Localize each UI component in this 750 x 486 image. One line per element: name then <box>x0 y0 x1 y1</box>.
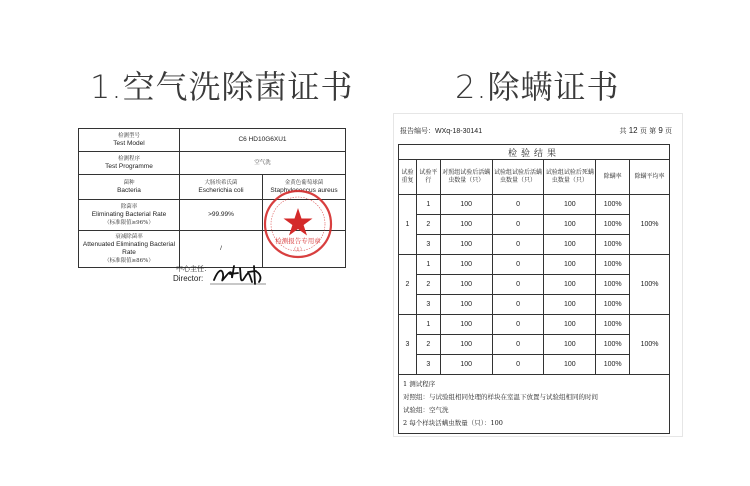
test-dead-cell: 100 <box>544 195 596 215</box>
stamp-label: 检测报告专用章 <box>275 237 321 245</box>
table-title: 检验结果 <box>399 145 670 160</box>
test-dead-cell: 100 <box>544 355 596 375</box>
label-std: （标准限值≥96%） <box>104 220 154 226</box>
air-wash-certificate <box>78 128 346 283</box>
control-live-cell: 100 <box>440 295 492 315</box>
page-current: 9 <box>658 126 663 135</box>
parallel-cell: 2 <box>416 215 440 235</box>
heading-air-wash-certificate: 1.空气洗除菌证书 <box>90 68 354 106</box>
column-header: 除螨平均率 <box>630 160 670 195</box>
test-dead-cell: 100 <box>544 315 596 335</box>
label-cn: 除菌率 <box>120 204 138 210</box>
note-line: 试验组：空气洗 <box>403 406 449 414</box>
removal-rate-cell: 100% <box>596 195 630 215</box>
test-live-cell: 0 <box>492 295 544 315</box>
removal-rate-cell: 100% <box>596 355 630 375</box>
test-dead-cell: 100 <box>544 335 596 355</box>
report-label: 报告编号： <box>400 127 435 135</box>
test-model-row <box>79 129 346 152</box>
control-live-cell: 100 <box>440 195 492 215</box>
note-line: 2 每个样块活螨虫数量（只）：100 <box>403 419 503 427</box>
table-row <box>399 275 670 295</box>
test-dead-cell: 100 <box>544 235 596 255</box>
eliminating-rate-1: >99.99% <box>180 200 263 231</box>
report-number <box>400 126 482 136</box>
test-live-cell: 0 <box>492 235 544 255</box>
table-header-row <box>399 160 670 195</box>
note-line: 对照组：与试验组相同处理的样块在室温下放置与试验组相同的时间 <box>403 393 598 401</box>
parallel-cell: 3 <box>416 235 440 255</box>
label-en: Attenuated Eliminating Bacterial Rate <box>82 241 176 256</box>
table-row <box>399 255 670 275</box>
test-dead-cell: 100 <box>544 275 596 295</box>
control-live-cell: 100 <box>440 235 492 255</box>
test-live-cell: 0 <box>492 315 544 335</box>
table-row <box>399 215 670 235</box>
control-live-cell: 100 <box>440 355 492 375</box>
table-row <box>399 195 670 215</box>
removal-rate-cell: 100% <box>596 295 630 315</box>
control-live-cell: 100 <box>440 215 492 235</box>
bacteria-2-en: Staphylococcus aureus <box>270 187 338 194</box>
test-model-value: C6 HD10G6XU1 <box>180 129 346 152</box>
parallel-cell: 3 <box>416 355 440 375</box>
label-cn: 检测程序 <box>117 156 140 162</box>
parallel-cell: 1 <box>416 315 440 335</box>
column-header: 试验组试验后活螨虫数量（只） <box>492 160 544 195</box>
removal-rate-cell: 100% <box>596 335 630 355</box>
column-header: 试验重复 <box>399 160 417 195</box>
test-programme-row <box>79 152 346 175</box>
parallel-cell: 3 <box>416 295 440 315</box>
table-row <box>399 335 670 355</box>
page-prefix: 共 <box>619 127 627 135</box>
repeat-cell: 1 <box>399 195 417 255</box>
column-header: 试验平行 <box>416 160 440 195</box>
control-live-cell: 100 <box>440 335 492 355</box>
repeat-cell: 2 <box>399 255 417 315</box>
page-total: 12 <box>628 126 638 135</box>
control-live-cell: 100 <box>440 315 492 335</box>
control-live-cell: 100 <box>440 275 492 295</box>
notes-cell <box>399 375 670 434</box>
bacteria-1-en: Escherichia coli <box>198 187 244 194</box>
removal-rate-cell: 100% <box>596 275 630 295</box>
label-en: Test Programme <box>105 163 153 170</box>
test-live-cell: 0 <box>492 335 544 355</box>
table-row <box>399 295 670 315</box>
column-header: 试验组试验后死螨虫数量（只） <box>544 160 596 195</box>
bacteria-2-cn: 金黄色葡萄球菌 <box>284 180 324 186</box>
page-mid: 页 第 <box>639 127 657 135</box>
director-label <box>173 264 211 283</box>
table-body <box>399 195 670 375</box>
test-live-cell: 0 <box>492 355 544 375</box>
repeat-cell: 3 <box>399 315 417 375</box>
parallel-cell: 2 <box>416 275 440 295</box>
column-header: 对照组试验后活螨虫数量（只） <box>440 160 492 195</box>
page-suffix: 页 <box>665 127 672 135</box>
removal-rate-cell: 100% <box>596 315 630 335</box>
label-cn: 衰减除菌率 <box>115 234 143 240</box>
label-std: （标准限值≥86%） <box>104 258 154 264</box>
note-line: 1 测试程序 <box>403 380 436 388</box>
test-live-cell: 0 <box>492 275 544 295</box>
label-en: Test Model <box>113 140 145 147</box>
results-table <box>398 144 670 434</box>
page-info <box>619 126 672 136</box>
director-cn: 中心主任： <box>176 265 211 273</box>
label-en: Bacteria <box>117 187 141 194</box>
table-row <box>399 355 670 375</box>
average-rate-cell: 100% <box>630 315 670 375</box>
removal-rate-cell: 100% <box>596 215 630 235</box>
official-stamp <box>262 188 334 260</box>
average-rate-cell: 100% <box>630 255 670 315</box>
test-dead-cell: 100 <box>544 255 596 275</box>
test-dead-cell: 100 <box>544 295 596 315</box>
average-rate-cell: 100% <box>630 195 670 255</box>
removal-rate-cell: 100% <box>596 255 630 275</box>
director-en: Director: <box>173 274 204 283</box>
report-no: WXq-18-30141 <box>435 128 483 135</box>
label-cn: 菌种 <box>123 180 135 186</box>
bacteria-1-cn: 大肠埃希氏菌 <box>204 180 238 186</box>
heading-mite-certificate: 2.除螨证书 <box>455 68 620 106</box>
signature <box>210 262 266 288</box>
stamp-number: （1） <box>291 247 305 253</box>
mite-removal-certificate <box>393 113 683 437</box>
column-header: 除螨率 <box>596 160 630 195</box>
parallel-cell: 2 <box>416 335 440 355</box>
label-en: Eliminating Bacterial Rate <box>91 211 167 218</box>
test-live-cell: 0 <box>492 215 544 235</box>
test-programme-value: 空气洗 <box>180 152 346 175</box>
attenuated-rate-1: / <box>180 231 263 268</box>
parallel-cell: 1 <box>416 255 440 275</box>
test-live-cell: 0 <box>492 195 544 215</box>
label-cn: 检测型号 <box>117 133 140 139</box>
removal-rate-cell: 100% <box>596 235 630 255</box>
test-live-cell: 0 <box>492 255 544 275</box>
table-row <box>399 315 670 335</box>
test-dead-cell: 100 <box>544 215 596 235</box>
parallel-cell: 1 <box>416 195 440 215</box>
control-live-cell: 100 <box>440 255 492 275</box>
table-row <box>399 235 670 255</box>
